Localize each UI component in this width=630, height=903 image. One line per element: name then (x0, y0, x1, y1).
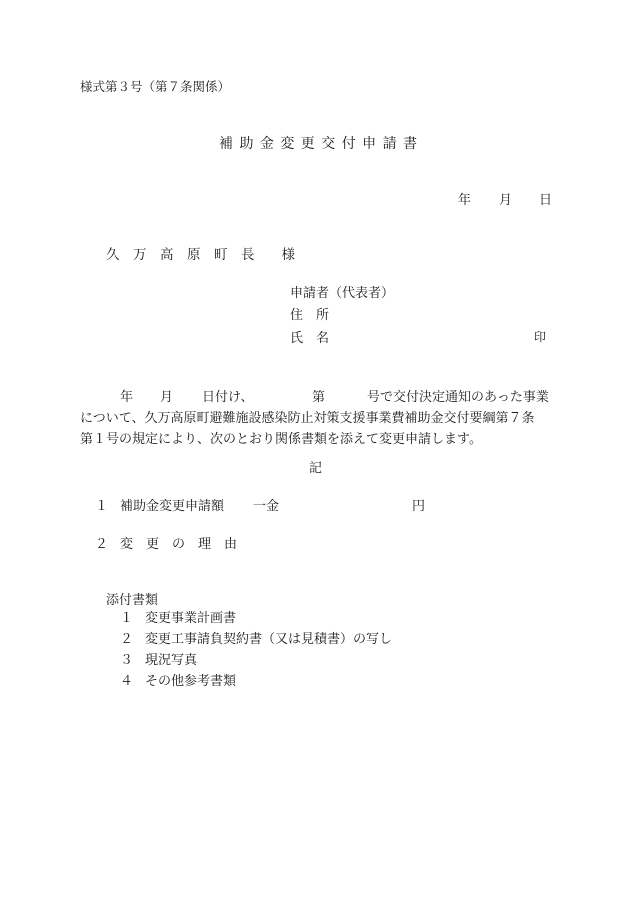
item-2-number: ２ (95, 537, 109, 552)
applicant-label: 申請者（代表者） (290, 286, 395, 301)
statement-month: 月 (160, 390, 174, 405)
document-title: 補 助 金 変 更 交 付 申 請 書 (219, 136, 419, 152)
address-label: 住 所 (290, 308, 330, 323)
amount-prefix: 一金 (253, 499, 280, 514)
date-month-label: 月 (499, 193, 513, 208)
statement-line-3: 第１号の規定により、次のとおり関係書類を添えて変更申請します。 (80, 432, 482, 447)
application-statement (80, 387, 552, 450)
attachments-heading: 添付書類 (106, 593, 159, 608)
date-year-label: 年 (458, 193, 472, 208)
statement-number-prefix: 第 (312, 390, 326, 405)
amount-unit: 円 (412, 499, 426, 514)
name-label: 氏 名 (290, 331, 330, 346)
ki-heading: 記 (309, 461, 323, 476)
statement-line-1 (80, 387, 552, 408)
date-day-label: 日 (539, 193, 553, 208)
seal-mark: 印 (533, 330, 546, 344)
item-1-label: 補助金変更申請額 (120, 499, 225, 514)
application-date (0, 194, 630, 210)
statement-number-suffix: 号で交付決定通知のあった事業 (367, 390, 549, 405)
item-1-number: １ (95, 499, 109, 514)
statement-line-2: について、久万高原町避難施設感染防止対策支援事業費補助金交付要綱第７条 (80, 411, 535, 426)
form-number: 様式第３号（第７条関係） (80, 79, 231, 94)
addressee: 久 万 高 原 町 長 様 (106, 247, 295, 263)
statement-year: 年 (120, 390, 134, 405)
statement-day: 日付け、 (202, 390, 254, 405)
item-2-label: 変 更 の 理 由 (120, 537, 238, 552)
